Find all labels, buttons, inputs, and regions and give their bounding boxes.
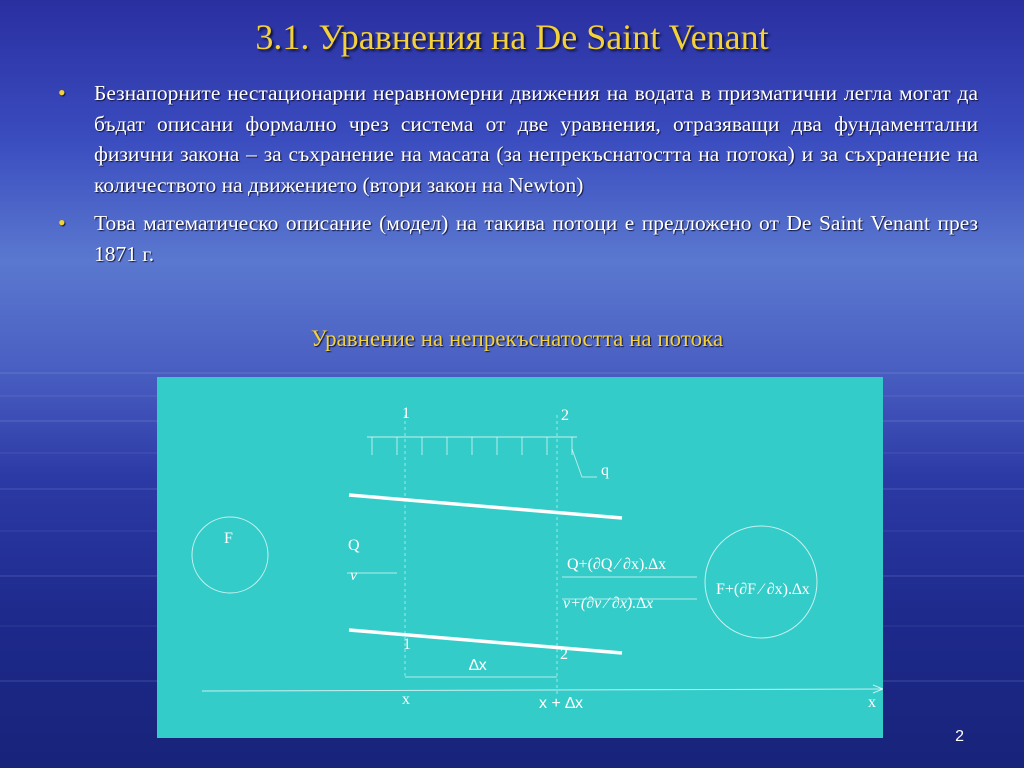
label-v: v bbox=[350, 567, 358, 584]
label-dx: ∆x bbox=[469, 657, 487, 674]
q-leader bbox=[572, 449, 597, 477]
label-v-out: v+(∂v ⁄ ∂x).∆x bbox=[563, 595, 654, 612]
label-F: F bbox=[224, 530, 233, 547]
label-Q-out: Q+(∂Q ⁄ ∂x).∆x bbox=[567, 556, 667, 573]
continuity-diagram bbox=[157, 377, 883, 738]
bullet-list bbox=[58, 78, 978, 277]
channel-bottom-line bbox=[349, 630, 622, 653]
x-axis bbox=[202, 689, 883, 691]
label-Q: Q bbox=[348, 537, 360, 554]
section-subheading: Уравнение на непрекъснатостта на потока bbox=[310, 326, 724, 351]
label-x-axis: x bbox=[868, 694, 876, 711]
bullet-icon: • bbox=[58, 210, 66, 235]
bullet-item bbox=[58, 208, 978, 269]
label-section-1-top: 1 bbox=[402, 405, 410, 422]
label-x-plus-dx: x + ∆x bbox=[539, 695, 584, 712]
label-section-2-top: 2 bbox=[561, 407, 569, 424]
label-section-1-bottom: 1 bbox=[403, 636, 411, 653]
bullet-text: Безнапорните нестационарни неравномерни движения на водата в призматични легла могат да бъдат описани формално чрез система от две уравнения, отразяващи два фундаментални физични закона – за съхранение на масата (за непрекъснатостта на потока) и за съхранение на количеството на движението (втори закон на Newton) bbox=[94, 81, 978, 197]
label-F-out: F+(∂F ⁄ ∂x).∆x bbox=[716, 581, 810, 598]
label-q: q bbox=[601, 462, 609, 479]
label-x-left: x bbox=[402, 691, 410, 708]
label-section-2-bottom: 2 bbox=[560, 646, 568, 663]
diagram-drawing bbox=[157, 377, 883, 738]
bullet-item bbox=[58, 78, 978, 200]
channel-top-line bbox=[349, 495, 622, 518]
bullet-text: Това математическо описание (модел) на такива потоци е предложено от De Saint Venant през 1871 г. bbox=[94, 211, 978, 266]
cross-section-left bbox=[192, 517, 268, 593]
inflow-arrows bbox=[372, 437, 572, 455]
slide-title: 3.1. Уравнения на De Saint Venant bbox=[255, 17, 769, 57]
bullet-icon: • bbox=[58, 80, 66, 105]
page-number: 2 bbox=[955, 728, 964, 745]
